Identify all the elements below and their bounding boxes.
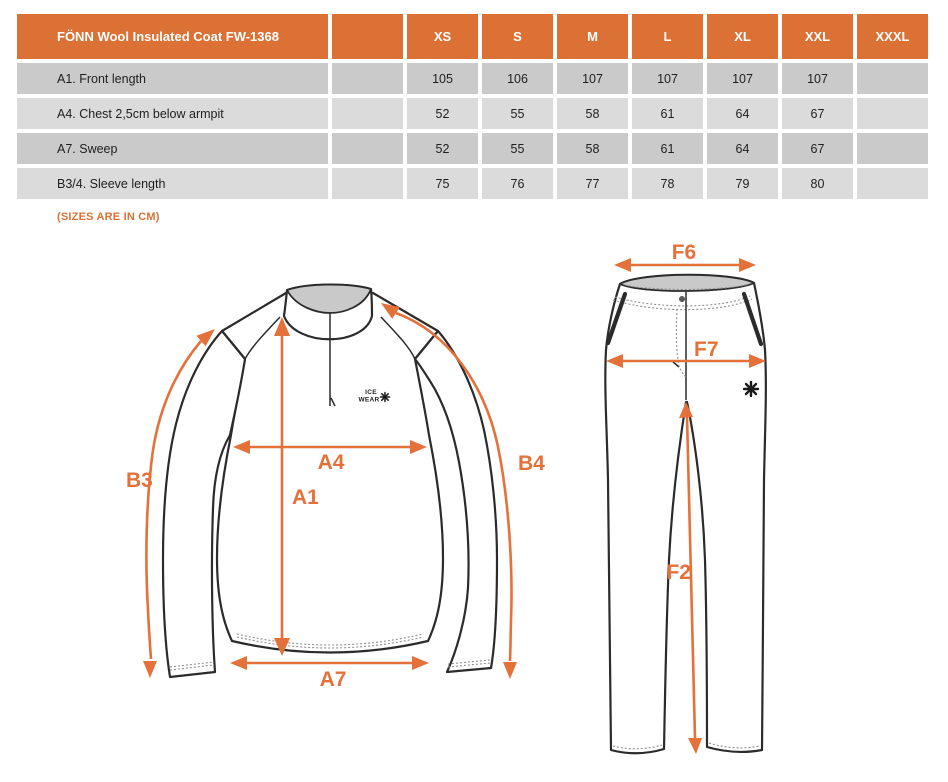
logo-text-wear: WEAR [358,396,380,404]
logo-text-ice: ICE [365,389,377,396]
table-cell: 107 [632,63,703,94]
measurement-label-f2: F2 [666,561,691,584]
measurement-label-b4: B4 [518,452,545,475]
table-cell: 107 [707,63,778,94]
table-cell: 107 [557,63,628,94]
size-column-header: M [557,14,628,59]
table-cell: 64 [707,98,778,129]
table-cell: 52 [407,133,478,164]
pants-waist-opening [620,275,754,291]
spacer-cell [332,133,403,164]
measurement-label: A4. Chest 2,5cm below armpit [17,98,328,129]
table-cell: 79 [707,168,778,199]
table-cell: 61 [632,98,703,129]
table-cell: 106 [482,63,553,94]
measurement-label-f6: F6 [671,241,697,264]
jacket-diagram [100,245,560,770]
header-spacer-cell [332,14,403,59]
table-cell [857,133,928,164]
table-cell: 67 [782,98,853,129]
table-cell: 80 [782,168,853,199]
size-column-header: XL [707,14,778,59]
spacer-cell [332,168,403,199]
table-header-row [17,14,928,59]
table-cell: 55 [482,98,553,129]
spacer-cell [332,98,403,129]
size-table [13,10,932,203]
size-column-header: XS [407,14,478,59]
table-cell: 78 [632,168,703,199]
table-cell [857,168,928,199]
table-row [17,168,928,199]
snowflake-icon [381,393,390,402]
size-column-header: XXXL [857,14,928,59]
table-cell: 77 [557,168,628,199]
measurement-label-f7: F7 [694,338,719,361]
table-cell: 55 [482,133,553,164]
measurement-label: A7. Sweep [17,133,328,164]
size-column-header: L [632,14,703,59]
table-cell: 58 [557,98,628,129]
table-cell: 58 [557,133,628,164]
table-cell: 75 [407,168,478,199]
table-cell: 105 [407,63,478,94]
table-cell: 76 [482,168,553,199]
table-cell: 67 [782,133,853,164]
product-title: FÖNN Wool Insulated Coat FW-1368 [17,14,328,59]
measurement-label-b3: B3 [126,469,153,492]
table-cell [857,98,928,129]
spacer-cell [332,63,403,94]
units-note: (SIZES ARE IN CM) [57,211,160,223]
waist-button [679,296,685,302]
table-cell: 107 [782,63,853,94]
pants-diagram [580,240,820,775]
table-cell [857,63,928,94]
table-row [17,98,928,129]
table-cell: 64 [707,133,778,164]
measurement-label-a4: A4 [317,451,345,474]
table-row [17,133,928,164]
snowflake-icon [744,382,758,396]
size-column-header: S [482,14,553,59]
measurement-label: A1. Front length [17,63,328,94]
size-column-header: XXL [782,14,853,59]
table-row [17,63,928,94]
measurement-label: B3/4. Sleeve length [17,168,328,199]
table-cell: 61 [632,133,703,164]
measurement-label-a1: A1 [292,486,319,509]
table-cell: 52 [407,98,478,129]
measurement-label-a7: A7 [319,668,347,691]
